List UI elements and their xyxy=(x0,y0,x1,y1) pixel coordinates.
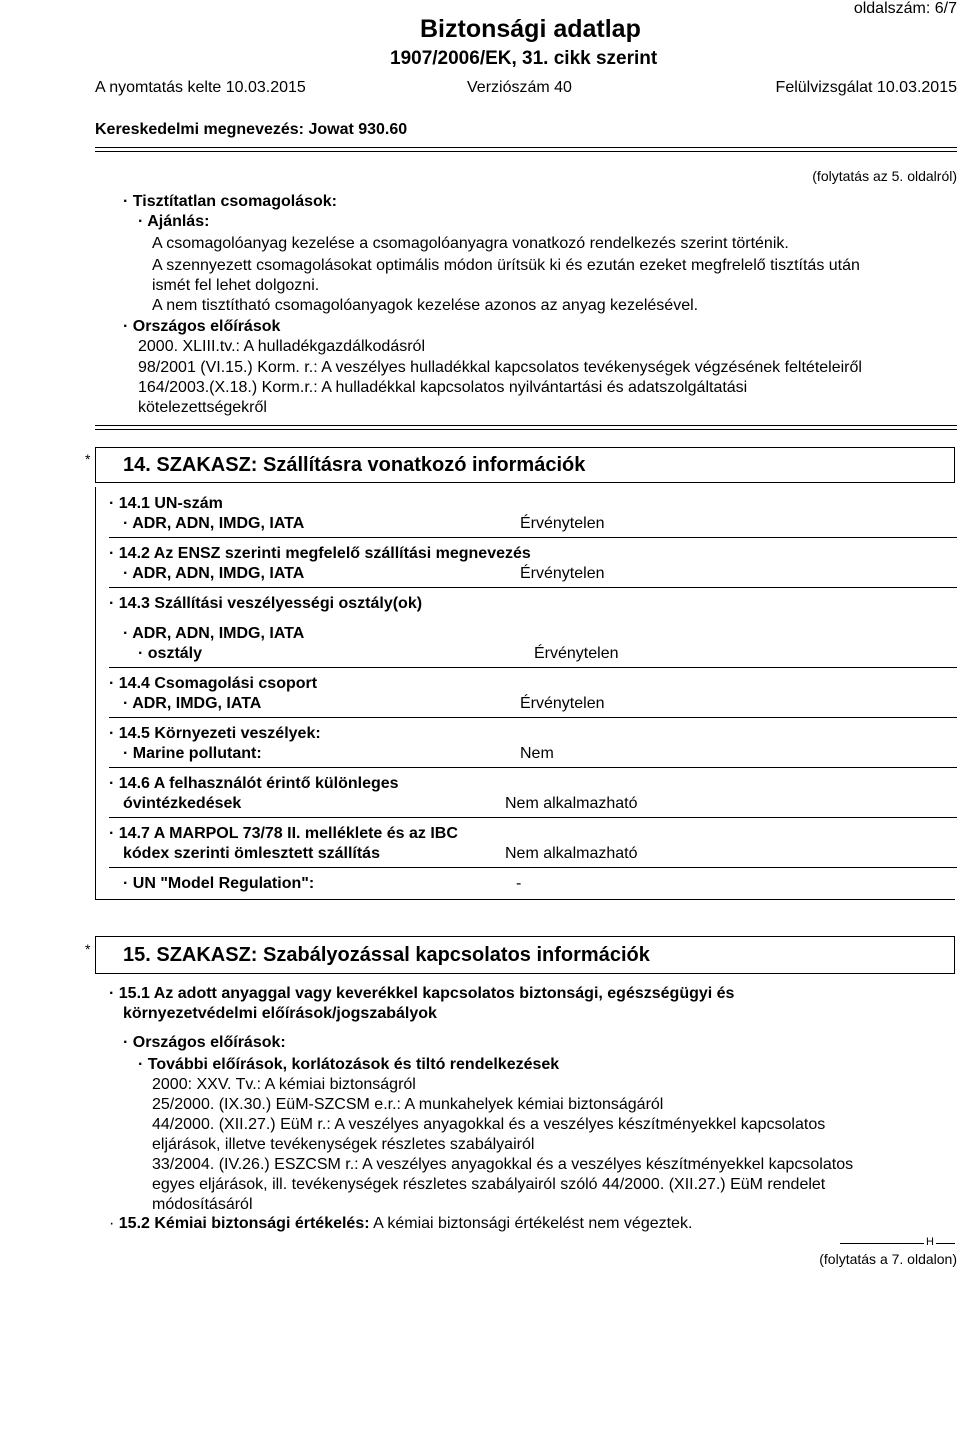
recommendation-heading: · Ajánlás: xyxy=(138,213,210,230)
special-precautions-value: Nem alkalmazható xyxy=(505,795,638,812)
packaging-text-4: A nem tisztítható csomagolóanyagok kezelése azonos az anyag kezelésével. xyxy=(152,297,699,314)
row-divider xyxy=(109,537,957,538)
packaging-text-2: A szennyezett csomagolásokat optimális módon ürítsük ki és ezután ezeket megfrelelő tisztítás után xyxy=(152,257,860,274)
marpol-heading: · 14.7 A MARPOL 73/78 II. melléklete és az IBC xyxy=(109,825,458,842)
header-divider-2 xyxy=(95,151,957,152)
hazard-class-modes-label: ADR, ADN, IMDG, IATA xyxy=(132,625,305,642)
revision-date: Felülvizsgálat 10.03.2015 xyxy=(775,79,957,96)
regulation-line-2: 98/2001 (VI.15.) Korm. r.: A veszélyes hulladékkal kapcsolatos tevékenységek végzésének feltételeiről xyxy=(138,359,862,376)
continued-to: (folytatás a 7. oldalon) xyxy=(819,1251,957,1267)
print-date: A nyomtatás kelte 10.03.2015 xyxy=(95,79,306,96)
packing-group-modes: · ADR, IMDG, IATA xyxy=(123,695,262,712)
section-14-change-marker: * xyxy=(85,451,91,467)
chemical-safety-assessment-label: 15.2 Kémiai biztonsági értékelés: xyxy=(118,1215,370,1232)
section-15-1-heading: · 15.1 Az adott anyaggal vagy keverékkel kapcsolatos biztonsági, egészségügyi és xyxy=(109,985,735,1002)
national-regulations-15-heading: · Országos előírások: xyxy=(123,1034,286,1051)
section-15-title: 15. SZAKASZ: Szabályozással kapcsolatos információk xyxy=(123,944,650,966)
header-divider xyxy=(95,147,957,148)
row-divider xyxy=(109,587,957,588)
row-divider xyxy=(109,817,957,818)
shipping-name-value: Érvénytelen xyxy=(520,565,605,582)
packing-group-label: 14.4 Csomagolási csoport xyxy=(118,675,318,692)
marpol-label: 14.7 A MARPOL 73/78 II. melléklete és az IBC xyxy=(118,825,458,842)
un-number-modes: · ADR, ADN, IMDG, IATA xyxy=(123,515,305,532)
regulation-15-line-6: egyes eljárások, ill. tevékenységek részletes szabályairól szóló 44/2000. (XII.27.) EüM rendelet xyxy=(152,1176,826,1193)
chemical-safety-assessment: · 15.2 Kémiai biztonsági értékelés: A kémiai biztonsági értékelést nem végeztek. xyxy=(109,1215,693,1232)
un-model-regulation-row: · UN "Model Regulation": xyxy=(123,875,315,892)
section-divider xyxy=(95,425,957,426)
packing-group-modes-label: ADR, IMDG, IATA xyxy=(132,695,262,712)
marpol-heading-2: kódex szerinti ömlesztett szállítás xyxy=(123,845,380,862)
hazard-class-heading: · 14.3 Szállítási veszélyességi osztály(ok) xyxy=(109,595,423,612)
uncleaned-packaging-heading: · Tisztítatlan csomagolások: xyxy=(123,193,337,210)
language-marker: H xyxy=(926,1236,934,1248)
marpol-value: Nem alkalmazható xyxy=(505,845,638,862)
regulation-line-3b: kötelezettségekről xyxy=(138,399,267,416)
national-regulations-15-label: Országos előírások: xyxy=(132,1034,286,1051)
regulation-15-line-1: 2000: XXV. Tv.: A kémiai biztonságról xyxy=(152,1076,416,1093)
regulation-15-line-7: módosításáról xyxy=(152,1196,253,1213)
un-number-heading: · 14.1 UN-szám xyxy=(109,495,223,512)
hazard-class-modes: · ADR, ADN, IMDG, IATA xyxy=(123,625,305,642)
document-title: Biztonsági adatlap xyxy=(420,15,641,43)
uncleaned-packaging-label: Tisztítatlan csomagolások: xyxy=(132,193,337,210)
page-number: oldalszám: 6/7 xyxy=(853,0,957,17)
packing-group-heading: · 14.4 Csomagolási csoport xyxy=(109,675,318,692)
shipping-name-modes: · ADR, ADN, IMDG, IATA xyxy=(123,565,305,582)
special-precautions-heading: · 14.6 A felhasználót érintő különleges xyxy=(109,775,399,792)
section-15-change-marker: * xyxy=(85,941,91,957)
further-regulations-heading: · További előírások, korlátozások és tiltó rendelkezések xyxy=(138,1056,560,1073)
hazard-class-label: 14.3 Szállítási veszélyességi osztály(ok) xyxy=(118,595,423,612)
regulation-15-line-2: 25/2000. (IX.30.) EüM-SZCSM e.r.: A munkahelyek kémiai biztonságáról xyxy=(152,1096,664,1113)
row-divider xyxy=(109,717,957,718)
env-hazards-label: 14.5 Környezeti veszélyek: xyxy=(118,725,321,742)
class-label: osztály xyxy=(147,645,203,662)
section-15-1-heading-2: környezetvédelmi előírások/jogszabályok xyxy=(123,1005,437,1022)
shipping-name-label: 14.2 Az ENSZ szerinti megfelelő szállítási megnevezés xyxy=(118,545,531,562)
special-precautions-heading-2: óvintézkedések xyxy=(123,795,242,812)
footer-divider-left xyxy=(840,1243,924,1244)
packaging-text-3: ismét fel lehet dolgozni. xyxy=(152,277,320,294)
regulation-15-line-3: 44/2000. (XII.27.) EüM r.: A veszélyes anyagokkal és a veszélyes készítményekkel kapcsolatos xyxy=(152,1116,826,1133)
marine-pollutant-row: · Marine pollutant: xyxy=(123,745,262,762)
section-14-title: 14. SZAKASZ: Szállításra vonatkozó információk xyxy=(123,454,586,476)
shipping-name-heading: · 14.2 Az ENSZ szerinti megfelelő szállítási megnevezés xyxy=(109,545,531,562)
national-regulations-label: Országos előírások xyxy=(132,318,281,335)
section-15-1-label: 15.1 Az adott anyaggal vagy keverékkel kapcsolatos biztonsági, egészségügyi és xyxy=(118,985,735,1002)
footer-divider-right xyxy=(936,1243,955,1244)
regulation-line-3: 164/2003.(X.18.) Korm.r.: A hulladékkal kapcsolatos nyilvántartási és adatszolgáltatási xyxy=(138,379,748,396)
trade-name: Kereskedelmi megnevezés: Jowat 930.60 xyxy=(95,121,408,138)
version-number: Verziószám 40 xyxy=(467,79,572,96)
packaging-text-1: A csomagolóanyag kezelése a csomagolóanyagra vonatkozó rendelkezés szerint történik. xyxy=(152,235,789,252)
chemical-safety-assessment-text: A kémiai biztonsági értékelést nem végeztek. xyxy=(373,1215,693,1232)
un-model-regulation-label: UN "Model Regulation": xyxy=(132,875,315,892)
row-divider xyxy=(109,767,957,768)
packing-group-value: Érvénytelen xyxy=(520,695,605,712)
regulation-15-line-4: eljárások, illetve tevékenységek részletes szabályairól xyxy=(152,1136,535,1153)
class-value: Érvénytelen xyxy=(534,645,619,662)
un-model-regulation-value: - xyxy=(516,875,522,892)
class-row: · osztály xyxy=(138,645,203,662)
national-regulations-heading: · Országos előírások xyxy=(123,318,281,335)
further-regulations-label: További előírások, korlátozások és tiltó rendelkezések xyxy=(147,1056,560,1073)
row-divider xyxy=(109,667,957,668)
marine-pollutant-label: Marine pollutant: xyxy=(132,745,262,762)
row-divider xyxy=(109,867,957,868)
section-divider-2 xyxy=(95,429,957,430)
shipping-name-modes-label: ADR, ADN, IMDG, IATA xyxy=(132,565,305,582)
regulation-line-1: 2000. XLIII.tv.: A hulladékgazdálkodásról xyxy=(138,338,426,355)
un-number-label: 14.1 UN-szám xyxy=(118,495,223,512)
regulation-15-line-5: 33/2004. (IV.26.) ESZCSM r.: A veszélyes anyagokkal és a veszélyes készítményekkel kapcsolatos xyxy=(152,1156,854,1173)
special-precautions-label: 14.6 A felhasználót érintő különleges xyxy=(118,775,399,792)
regulation-subtitle: 1907/2006/EK, 31. cikk szerint xyxy=(390,48,658,69)
un-number-value: Érvénytelen xyxy=(520,515,605,532)
recommendation-label: Ajánlás: xyxy=(147,213,210,230)
marine-pollutant-value: Nem xyxy=(520,745,554,762)
continued-from: (folytatás az 5. oldalról) xyxy=(812,168,957,184)
un-number-modes-label: ADR, ADN, IMDG, IATA xyxy=(132,515,305,532)
env-hazards-heading: · 14.5 Környezeti veszélyek: xyxy=(109,725,321,742)
